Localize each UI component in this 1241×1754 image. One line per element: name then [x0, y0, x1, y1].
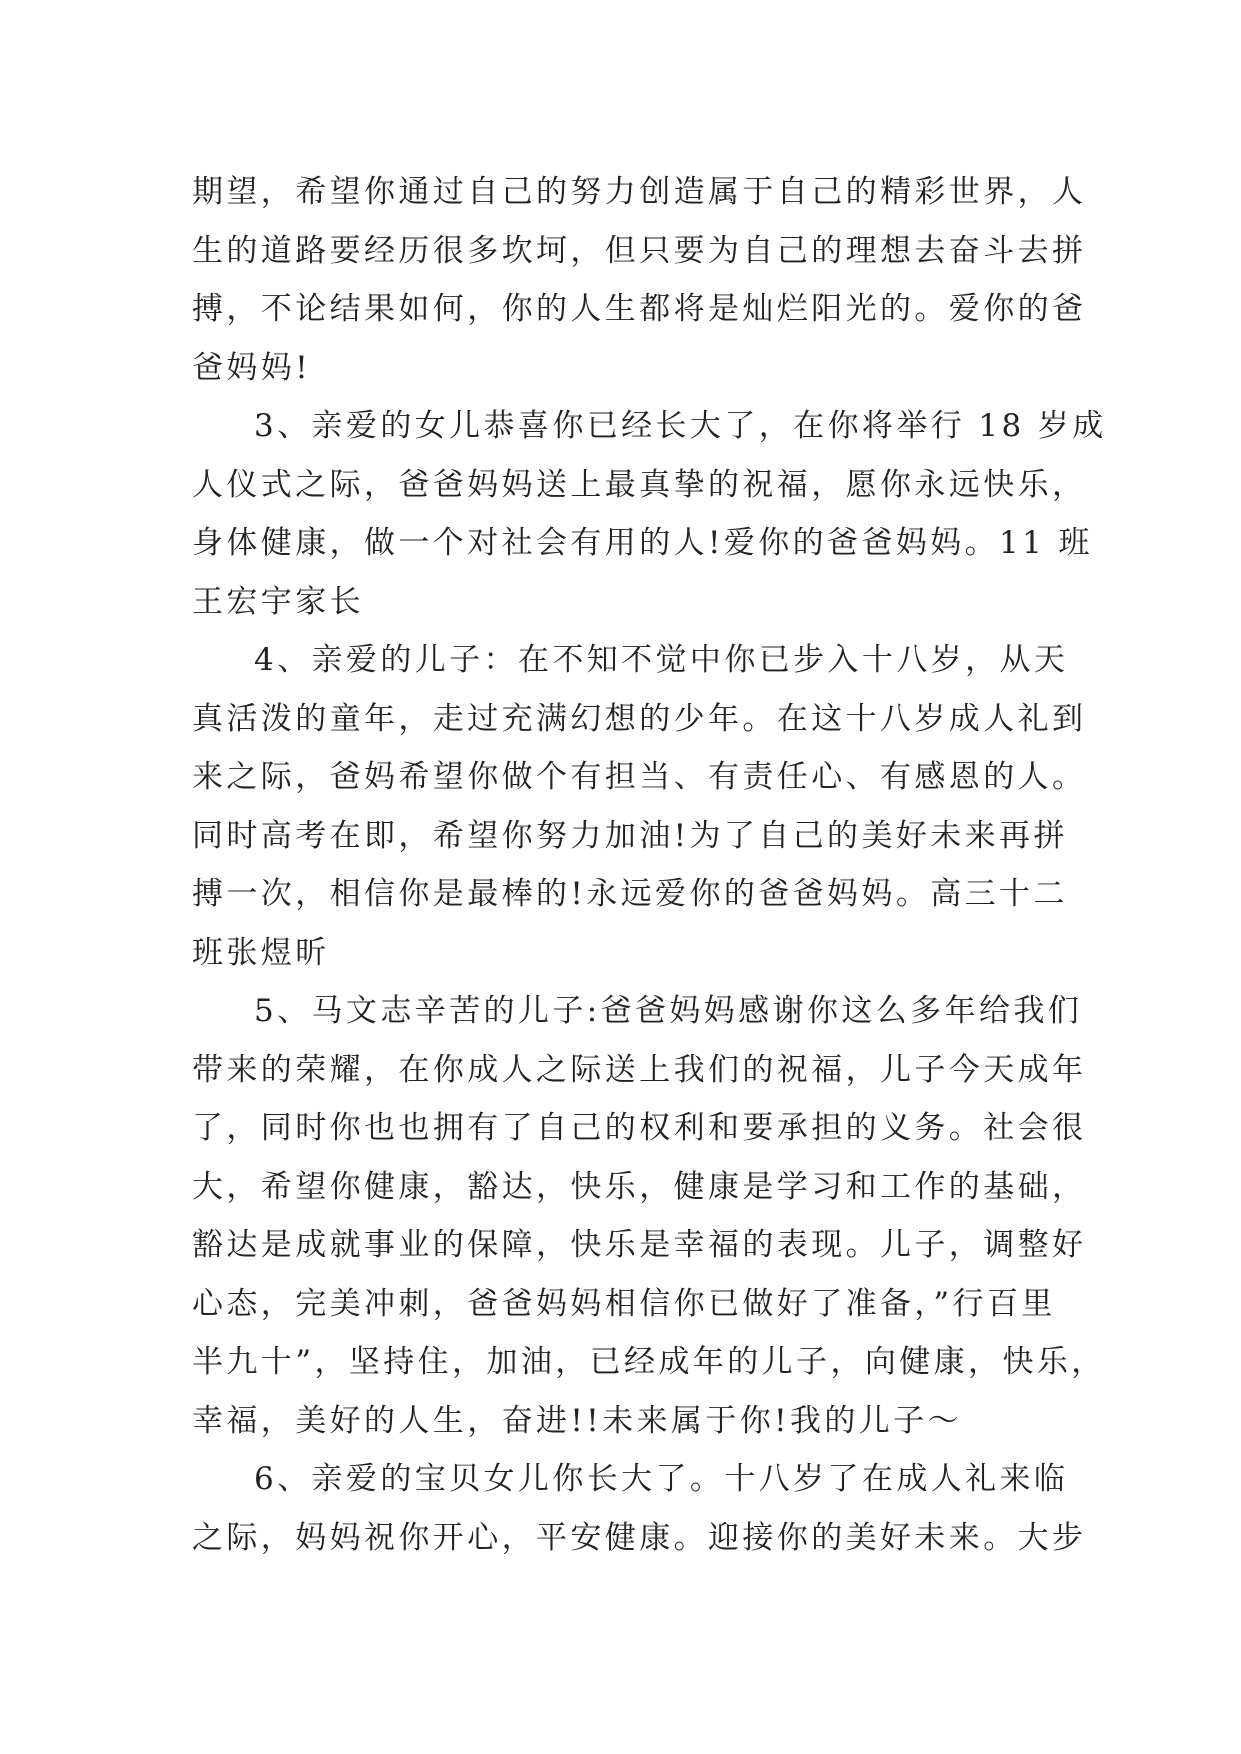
text-line: 期望，希望你通过自己的努力创造属于自己的精彩世界，人 [192, 174, 1087, 210]
document-body [192, 163, 1107, 1567]
text-line: 搏一次，相信你是最棒的!永远爱你的爸爸妈妈。高三十二 [192, 876, 1068, 912]
text-line: 4、亲爱的儿子：在不知不觉中你已步入十八岁，从天 [254, 642, 1069, 678]
text-line: 之际，妈妈祝你开心，平安健康。迎接你的美好未来。大步 [192, 1519, 1087, 1556]
paragraph [192, 163, 1087, 397]
text-line: 爸妈妈! [192, 349, 312, 386]
text-line: 同时高考在即，希望你努力加油!为了自己的美好未来再拼 [192, 817, 1068, 854]
text-line: 班张煜昕 [192, 934, 330, 971]
text-line: 搏，不论结果如何，你的人生都将是灿烂阳光的。爱你的爸 [192, 291, 1087, 327]
text-line: 幸福，美好的人生，奋进!!未来属于你!我的儿子～ [192, 1402, 962, 1439]
text-line: 心态，完美冲刺，爸爸妈妈相信你已做好了准备，”行百里 [192, 1285, 1056, 1322]
text-line: 3、亲爱的女儿恭喜你已经长大了，在你将举行 18 岁成 [254, 408, 1107, 444]
paragraph [192, 631, 1087, 982]
text-line: 来之际，爸妈希望你做个有担当、有责任心、有感恩的人。 [192, 759, 1087, 795]
text-line: 身体健康，做一个对社会有用的人!爱你的爸爸妈妈。11 班 [192, 525, 1093, 561]
text-line: 大，希望你健康，豁达，快乐，健康是学习和工作的基础， [192, 1168, 1087, 1205]
paragraph [192, 982, 1106, 1450]
text-line: 6、亲爱的宝贝女儿你长大了。十八岁了在成人礼来临 [254, 1461, 1069, 1497]
text-line: 真活泼的童年，走过充满幻想的少年。在这十八岁成人礼到 [192, 700, 1087, 737]
text-line: 带来的荣耀，在你成人之际送上我们的祝福，儿子今天成年 [192, 1051, 1087, 1088]
paragraph [192, 1450, 1087, 1567]
text-line: 了，同时你也也拥有了自己的权利和要承担的义务。社会很 [192, 1110, 1087, 1146]
text-line: 人仪式之际，爸爸妈妈送上最真挚的祝福，愿你永远快乐， [192, 466, 1087, 503]
paragraph [192, 397, 1107, 631]
text-line: 生的道路要经历很多坎坷，但只要为自己的理想去奋斗去拼 [192, 232, 1087, 269]
text-line: 5、马文志辛苦的儿子:爸爸妈妈感谢你这么多年给我们 [254, 993, 1083, 1029]
text-line: 豁达是成就事业的保障，快乐是幸福的表现。儿子，调整好 [192, 1227, 1087, 1263]
text-line: 半九十”，坚持住，加油，已经成年的儿子，向健康，快乐， [192, 1344, 1106, 1380]
text-line: 王宏宇家长 [192, 583, 364, 620]
